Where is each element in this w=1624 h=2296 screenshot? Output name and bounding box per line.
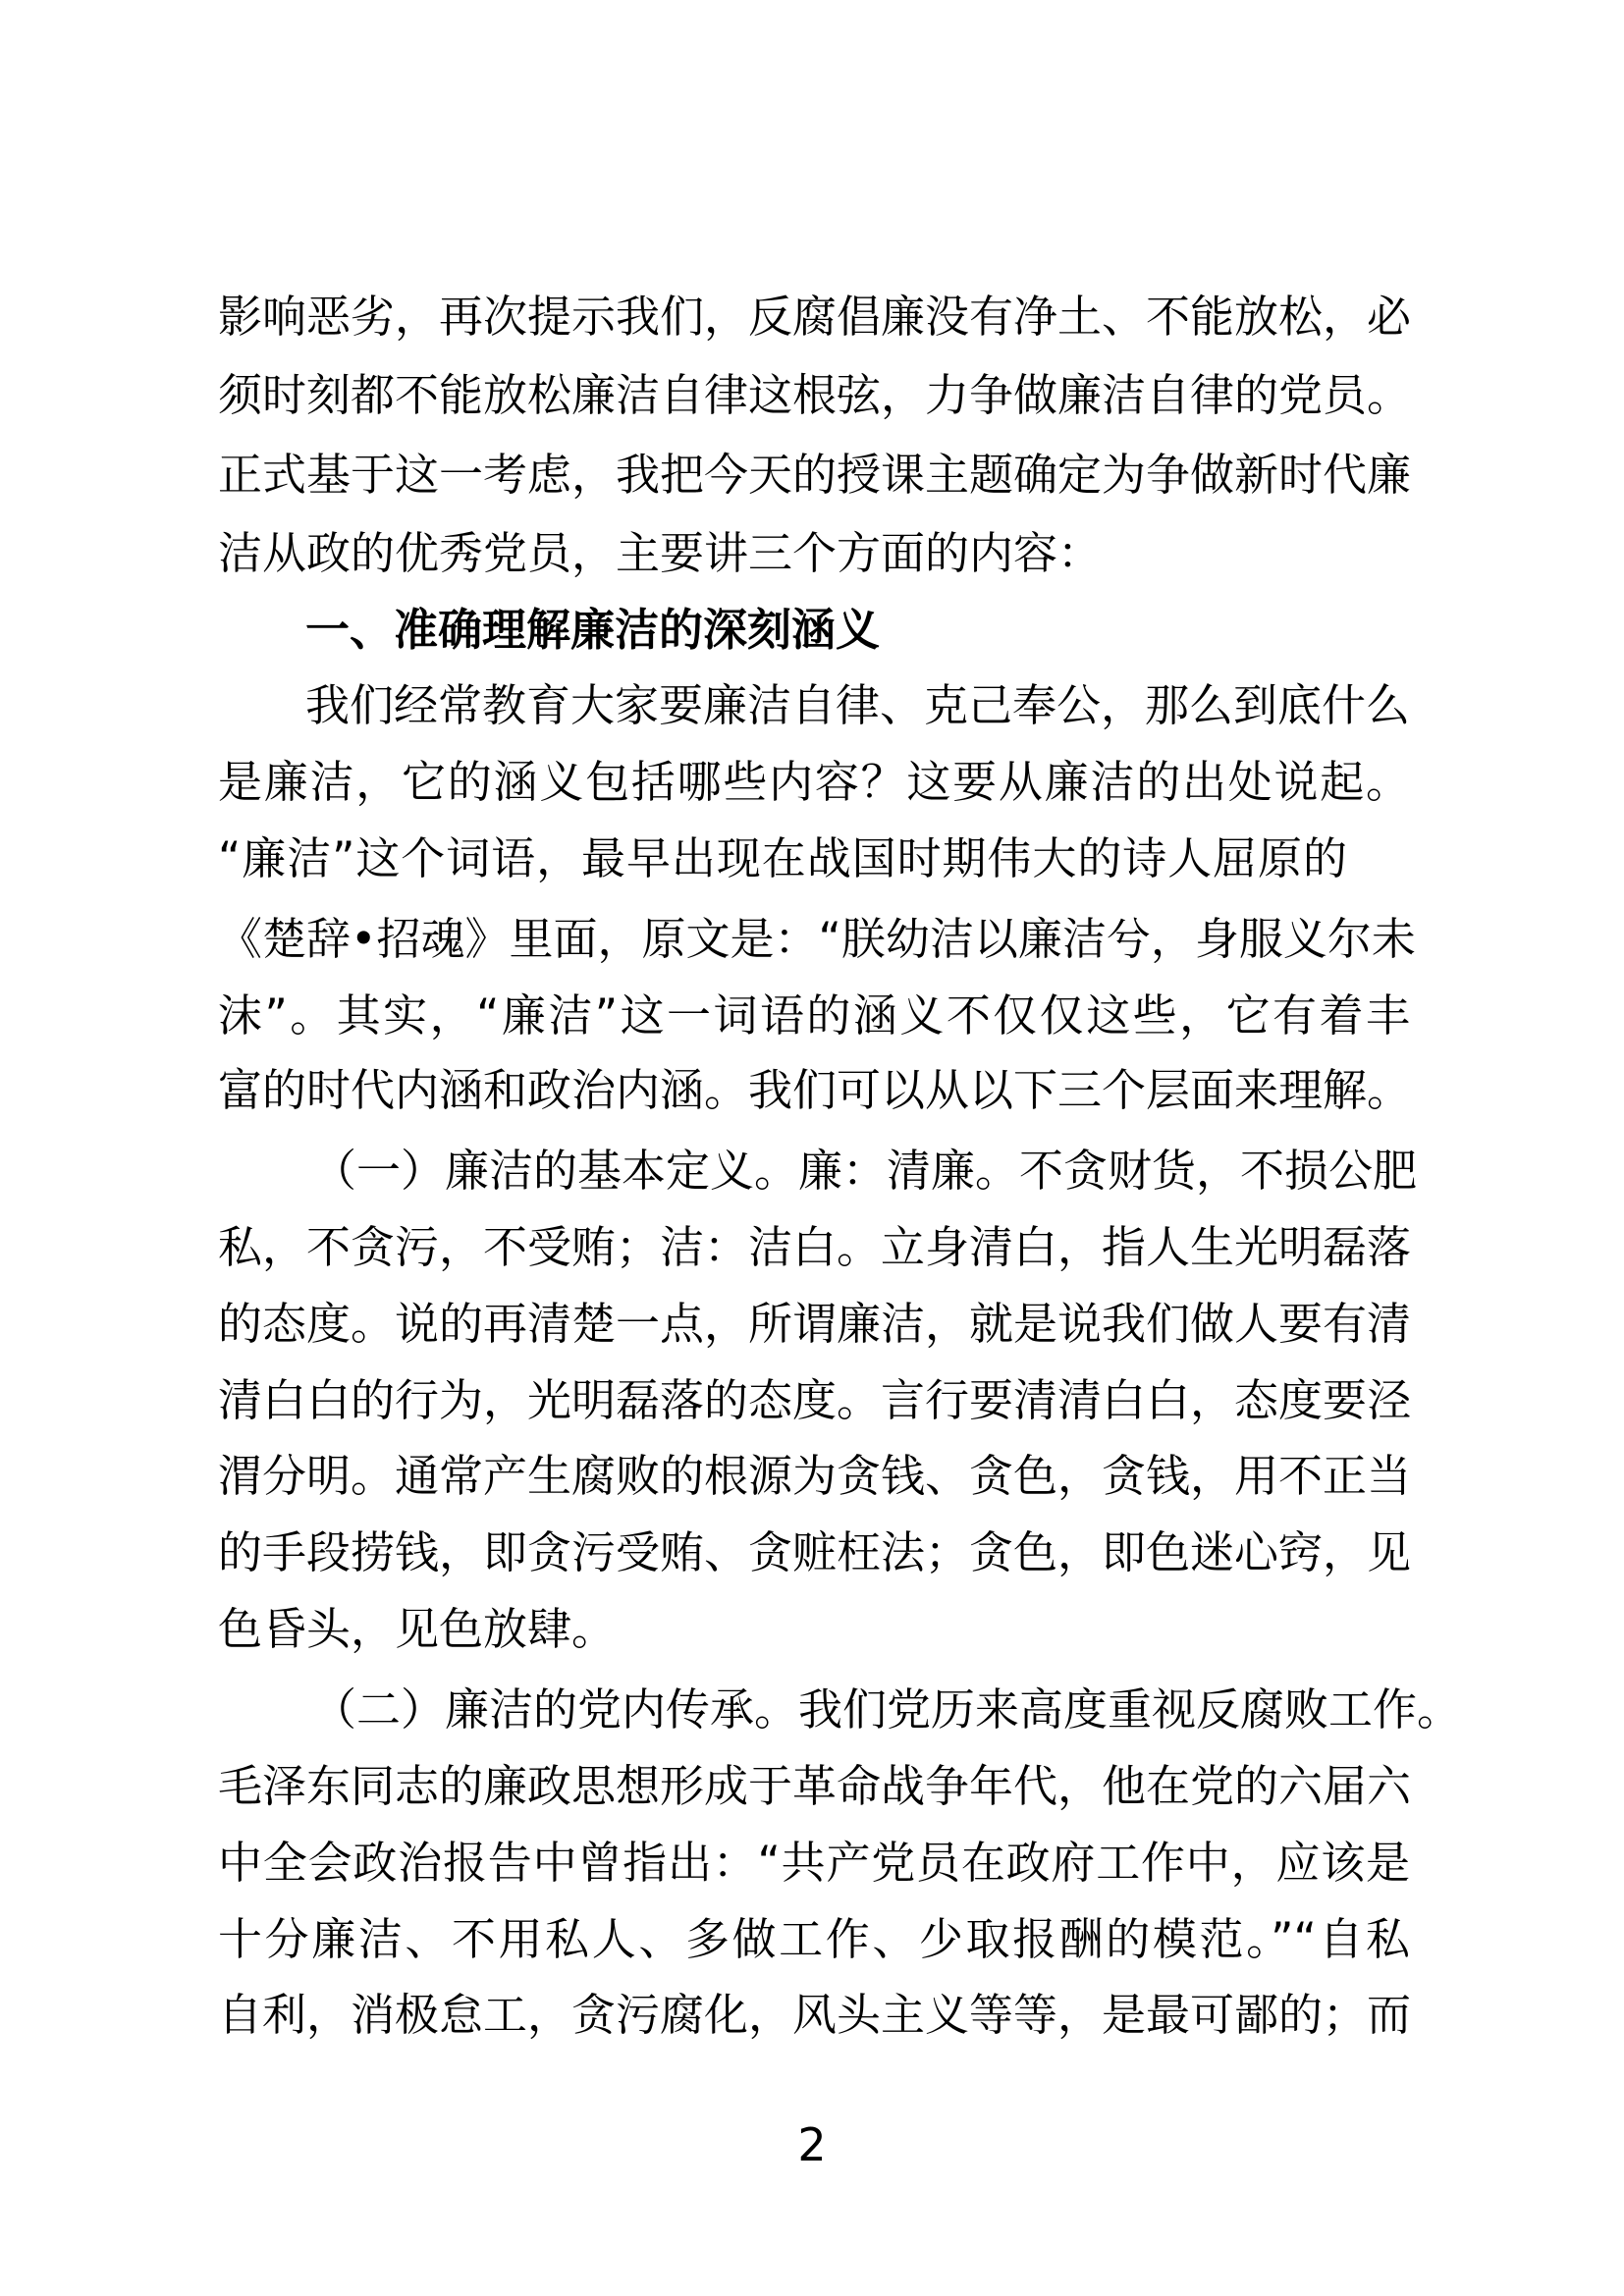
body-line: 的态度。说的再清楚一点，所谓廉洁，就是说我们做人要有清 xyxy=(218,1298,1412,1350)
body-line: 毛泽东同志的廉政思想形成于革命战争年代，他在党的六届六 xyxy=(218,1760,1412,1812)
body-line: 渭分明。通常产生腐败的根源为贪钱、贪色，贪钱，用不正当 xyxy=(218,1450,1412,1502)
page-number: 2 xyxy=(797,2118,827,2171)
body-line: 的手段捞钱，即贪污受贿、贪赃枉法；贪色，即色迷心窍，见 xyxy=(218,1526,1412,1578)
body-line: 中全会政治报告中曾指出：“共产党员在政府工作中，应该是 xyxy=(218,1837,1410,1889)
section-heading: 一、准确理解廉洁的深刻涵义 xyxy=(305,604,881,656)
body-line: 私，不贪污，不受贿；洁：洁白。立身清白，指人生光明磊落 xyxy=(218,1221,1412,1273)
body-line: 影响恶劣，再次提示我们，反腐倡廉没有净土、不能放松，必 xyxy=(218,291,1412,343)
body-line: 是廉洁，它的涵义包括哪些内容？这要从廉洁的出处说起。 xyxy=(218,756,1410,808)
body-line: 清白白的行为，光明磊落的态度。言行要清清白白，态度要泾 xyxy=(218,1374,1412,1426)
body-line: 须时刻都不能放松廉洁自律这根弦，力争做廉洁自律的党员。 xyxy=(218,369,1412,421)
body-line: 十分廉洁、不用私人、多做工作、少取报酬的模范。”“自私 xyxy=(218,1913,1410,1965)
body-line: 自利，消极怠工，贪污腐化，风头主义等等，是最可鄙的；而 xyxy=(218,1989,1412,2041)
body-line: 色昏头，见色放肆。 xyxy=(218,1603,617,1655)
body-line: 洁从政的优秀党员，主要讲三个方面的内容： xyxy=(218,527,1103,579)
subsection-line: （二）廉洁的党内传承。我们党历来高度重视反腐败工作。 xyxy=(312,1683,1462,1735)
subsection-line: （一）廉洁的基本定义。廉：清廉。不贪财货，不损公肥 xyxy=(312,1145,1418,1197)
body-line: 沫”。其实，“廉洁”这一词语的涵义不仅仅这些，它有着丰 xyxy=(218,989,1410,1041)
body-line: 《楚辞•招魂》里面，原文是：“朕幼洁以廉洁兮，身服义尔未 xyxy=(218,913,1416,965)
body-line: “廉洁”这个词语，最早出现在战国时期伟大的诗人屈原的 xyxy=(218,832,1347,884)
body-line: 富的时代内涵和政治内涵。我们可以从以下三个层面来理解。 xyxy=(218,1064,1412,1116)
body-line: 我们经常教育大家要廉洁自律、克己奉公，那么到底什么 xyxy=(305,679,1411,731)
body-line: 正式基于这一考虑，我把今天的授课主题确定为争做新时代廉 xyxy=(218,449,1412,501)
